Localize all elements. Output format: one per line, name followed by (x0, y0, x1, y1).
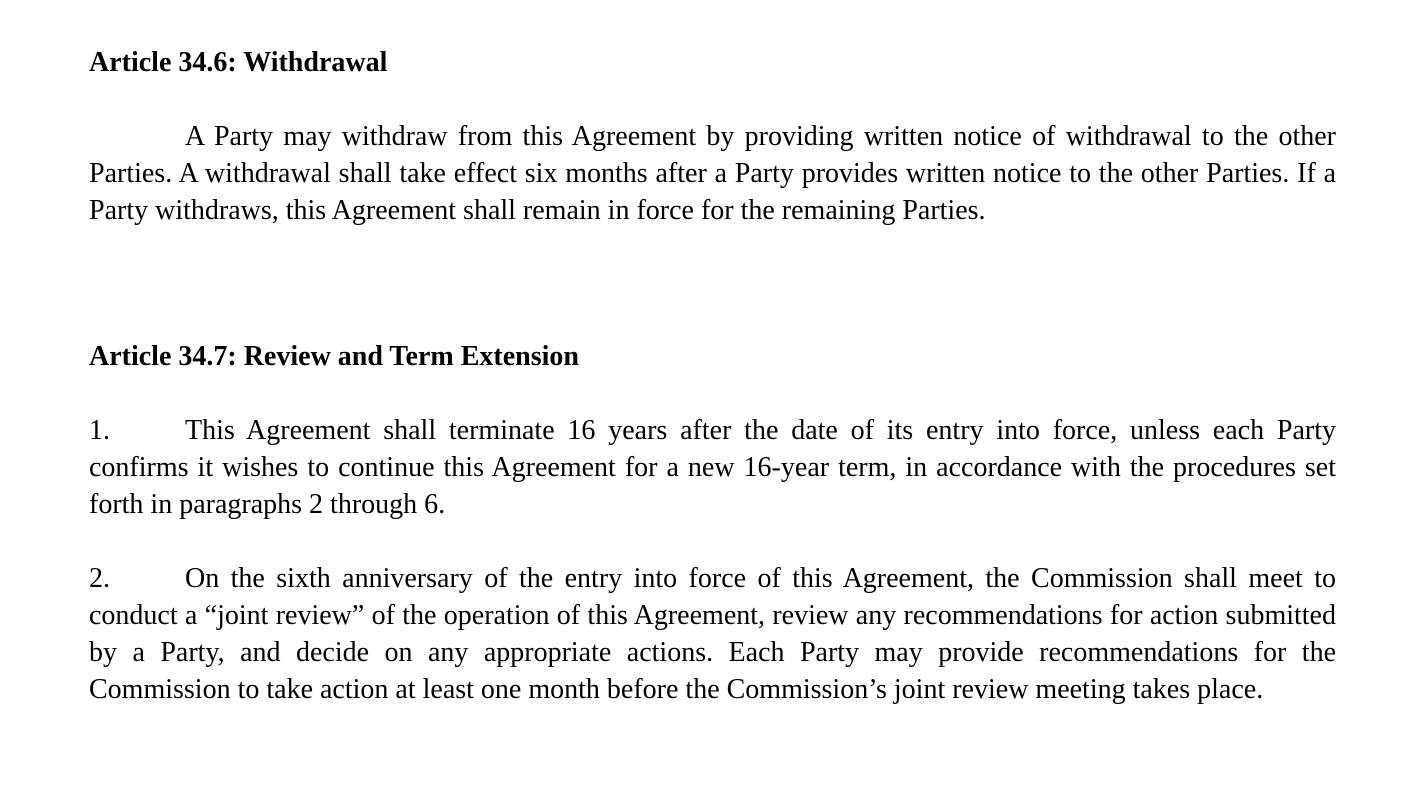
review-paragraph-2 (89, 560, 1336, 708)
withdrawal-paragraph: A Party may withdraw from this Agreement by providing written notice of withdrawal to the other Parties. A withdrawal shall take effect six months after a Party provides written notice to the other Parties. If a Party withdraws, this Agreement shall remain in force for the remaining Parties. (89, 121, 1336, 226)
review-paragraph-1 (89, 412, 1336, 523)
article-heading-withdrawal: Article 34.6: Withdrawal (89, 47, 388, 78)
paragraph-text: On the sixth anniversary of the entry into force of this Agreement, the Commission shall meet to conduct a “joint review” of the operation of this Agreement, review any recommendations for action submitted by a Party, and decide on any appropriate actions. Each Party may provide recommendations for the Commission to take action at least one month before the Commission’s joint review meeting takes place. (89, 563, 1336, 705)
paragraph-number: 2. (89, 563, 110, 594)
article-heading-review: Article 34.7: Review and Term Extension (89, 341, 579, 372)
paragraph-text: This Agreement shall terminate 16 years after the date of its entry into force, unless each Party confirms it wishes to continue this Agreement for a new 16-year term, in accordance with the procedures set forth in paragraphs 2 through 6. (89, 415, 1336, 520)
paragraph-number: 1. (89, 415, 110, 446)
